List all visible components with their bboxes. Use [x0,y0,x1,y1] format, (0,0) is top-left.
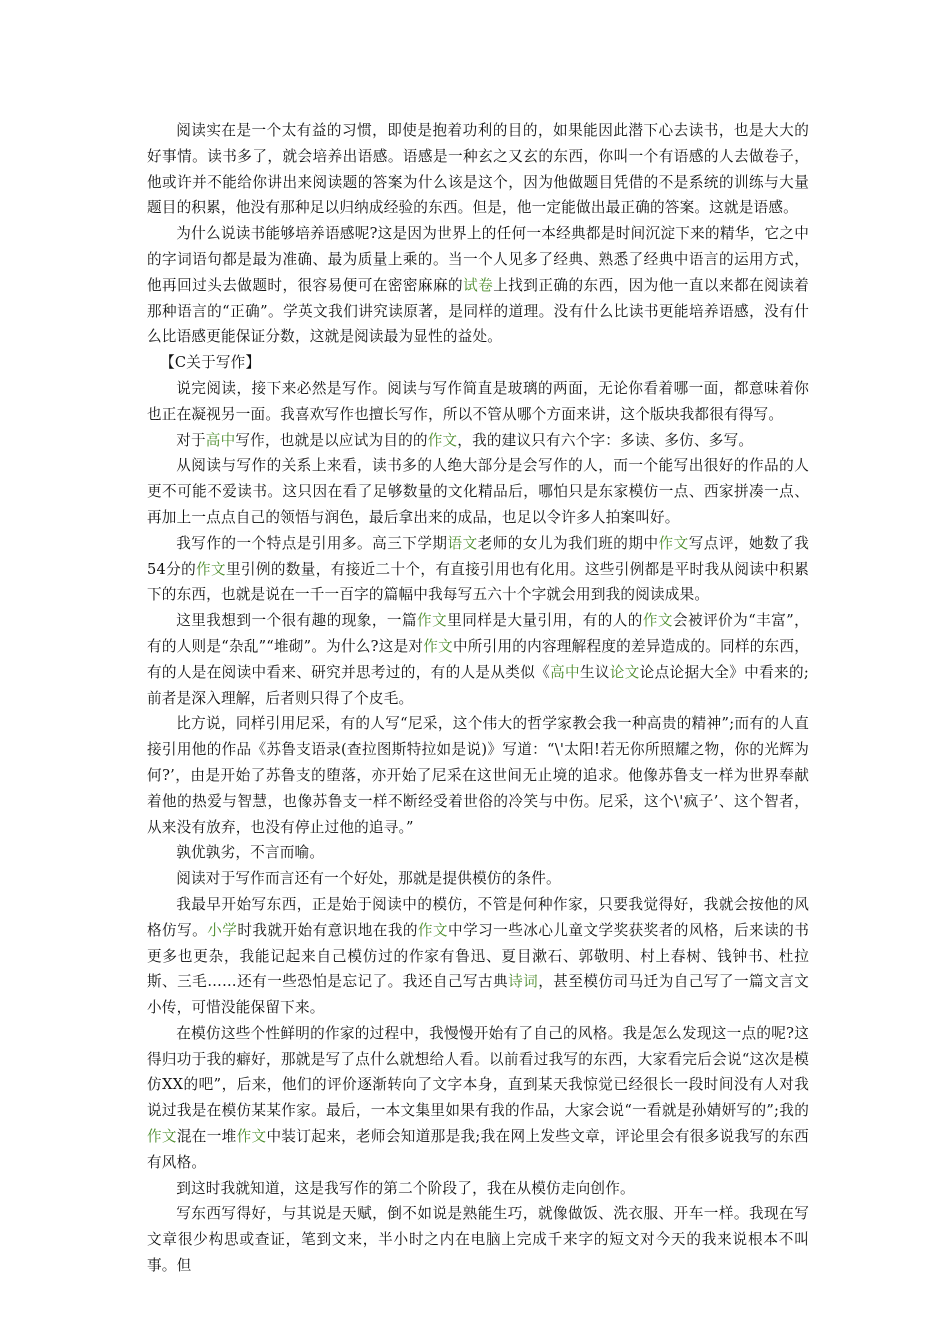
paragraph [147,221,809,350]
text-run: 写东西写得好，与其说是天赋，倒不如说是熟能生巧，就像做饭、洗衣服、开车一样。我现在写文章很少构思或查证，笔到文来，半小时之内在电脑上完成千来字的短文对今天的我来说根本不叫事。但 [147,1205,809,1275]
text-run: 老师的女儿为我们班的期中 [477,534,659,552]
paragraph [147,866,809,892]
text-run: ，我的建议只有六个字：多读、多仿、多写。 [457,431,754,449]
paragraph [147,840,809,866]
keyword-link[interactable]: 作文 [417,921,449,939]
keyword-link[interactable]: 高中 [550,663,580,681]
paragraph [147,1021,809,1176]
section-heading: 【C关于写作】 [160,354,261,372]
paragraph [147,1201,809,1278]
paragraph [147,376,809,428]
keyword-link[interactable]: 论文 [609,663,640,681]
text-run: ，甚至模仿司马迁为自己写了一篇文言文小传，可惜没能保留下来。 [147,973,809,1017]
text-run: 我写作的一个特点是引用多。高三下学期 [176,534,448,552]
keyword-link[interactable]: 语文 [447,534,478,552]
text-run: 我最早开始写东西，正是始于阅读中的模仿，不管是何种作家，只要我觉得好，我就会按他的风格仿写。 [147,895,809,939]
text-run: 阅读实在是一个太有益的习惯，即使是抱着功利的目的，如果能因此潜下心去读书，也是大大的好事情。读书多了，就会培养出语感。语感是一种玄之又玄的东西，你叫一个有语感的人去做卷子，他或许并不能给你讲出来阅读题的答案为什么该是这个，因为他做题目凭借的不是系统的训练与大量题目的积累，他没有那种足以归纳成经验的东西。但是，他一定能做出最正确的答案。这就是语感。 [147,122,809,217]
text-run: 里引例的数量，有接近二十个，有直接引用也有化用。这些引例都是平时我从阅读中积累下的东西，也就是说在一千一百字的篇幅中我每写五六十个字就会用到我的阅读成果。 [147,560,810,604]
text-run: 写作，也就是以应试为目的的 [235,431,428,449]
text-run: 比方说，同样引用尼采，有的人写“尼采，这个伟大的哲学家教会我一种高贵的精神”;而有的人直接引用他的作品《苏鲁支语录(查拉图斯特拉如是说)》写道：“\'太阳!若无你所照耀之物，你的光辉为何?’，由是开始了苏鲁支的堕落，亦开始了尼采在这世间无止境的追求。他像苏鲁支一样为世界奉献着他的热爱与智慧，也像苏鲁支一样不断经受着世俗的冷笑与中伤。尼采，这个\'疯子’、这个智者，从来没有放弃，也没有停止过他的追寻。” [147,715,809,836]
document-body [147,118,809,1279]
keyword-link[interactable]: 作文 [196,560,226,578]
keyword-link[interactable]: 小学 [207,921,238,939]
text-run: 论点论据大全》中看来的;前者是深入理解，后者则只得了个皮毛。 [147,663,809,707]
paragraph [147,1176,809,1202]
paragraph [147,892,809,1021]
text-run: 孰优孰劣，不言而喻。 [176,844,325,862]
text-run: 上找到正确的东西，因为他一直以来都在阅读着那种语言的“正确”。学英文我们讲究读原著，是同样的道理。没有什么比读书更能培养语感，没有什么比语感更能保证分数，这就是阅读最为显性的益处。 [147,276,810,346]
text-run: 阅读对于写作而言还有一个好处，那就是提供模仿的条件。 [176,870,561,888]
paragraph [147,711,809,840]
keyword-link[interactable]: 高中 [205,431,236,449]
text-run: 说完阅读，接下来必然是写作。阅读与写作简直是玻璃的两面，无论你看着哪一面，都意味着你也正在凝视另一面。我喜欢写作也擅长写作，所以不管从哪个方面来讲，这个版块我都很有得写。 [147,379,809,423]
keyword-link[interactable]: 作文 [147,1128,177,1146]
keyword-link[interactable]: 作文 [236,1128,267,1146]
keyword-link[interactable]: 作文 [417,612,448,630]
paragraph [147,118,809,221]
text-run: 时我就开始有意识地在我的 [237,921,418,939]
keyword-link[interactable]: 作文 [658,534,689,552]
keyword-link[interactable]: 诗词 [508,973,539,991]
text-run: 中所引用的内容理解程度的差异造成的。同样的东西，有的人是在阅读中看来、研究并思考过的，有的人是从类似《 [147,637,809,681]
text-run: 从阅读与写作的关系上来看，读书多的人绝大部分是会写作的人，而一个能写出很好的作品的人更不可能不爱读书。这只因在看了足够数量的文化精品后，哪怕只是东家模仿一点、西家拼凑一点、再加上一点点自己的领悟与润色，最后拿出来的成品，也足以令许多人拍案叫好。 [147,457,809,526]
text-run: 到这时我就知道，这是我写作的第二个阶段了，我在从模仿走向创作。 [176,1179,635,1197]
keyword-link[interactable]: 作文 [642,612,673,630]
text-run: 生议 [579,663,610,681]
text-run: 这里我想到一个很有趣的现象，一篇 [176,612,418,630]
paragraph [147,428,809,454]
text-run: 混在一堆 [176,1128,237,1146]
text-run: 中学习一些冰心儿童文学奖获奖者的风格，后来读的书更多也更杂，我能记起来自己模仿过的作家有鲁迅、夏目漱石、郭敬明、村上春树、钱钟书、杜拉斯、三毛……还有一些恐怕是忘记了。我还自己写古典 [147,921,809,991]
paragraph [147,453,809,530]
keyword-link[interactable]: 试卷 [463,276,494,294]
text-run: 为什么说读书能够培养语感呢?这是因为世界上的任何一本经典都是时间沉淀下来的精华，它之中的字词语句都是最为准确、最为质量上乘的。当一个人见多了经典、熟悉了经典中语言的运用方式，他再回过头去做题时，很容易便可在密密麻麻的 [147,225,809,294]
paragraph [147,608,809,711]
text-run: 会被评价为“丰富”，有的人则是“杂乱”“堆砌”。为什么?这是对 [147,612,809,655]
keyword-link[interactable]: 作文 [427,431,458,449]
paragraph [147,531,809,608]
text-run: 写点评，她数了我54分的 [147,534,809,578]
keyword-link[interactable]: 作文 [423,637,453,655]
text-run: 对于 [176,431,206,449]
text-run: 里同样是大量引用，有的人的 [447,612,643,630]
text-run: 在模仿这些个性鲜明的作家的过程中，我慢慢开始有了自己的风格。我是怎么发现这一点的呢?这得归功于我的癖好，那就是写了点什么就想给人看。以前看过我写的东西，大家看完后会说“这次是模仿XX的吧”，后来，他们的评价逐渐转向了文字本身，直到某天我惊觉已经很长一段时间没有人对我说过我是在模仿某某作家。最后，一本文集里如果有我的作品，大家会说“一看就是孙婧妍写的”;我的 [147,1024,809,1120]
text-run: 中装订起来，老师会知道那是我;我在网上发些文章，评论里会有很多说我写的东西有风格。 [147,1128,809,1171]
